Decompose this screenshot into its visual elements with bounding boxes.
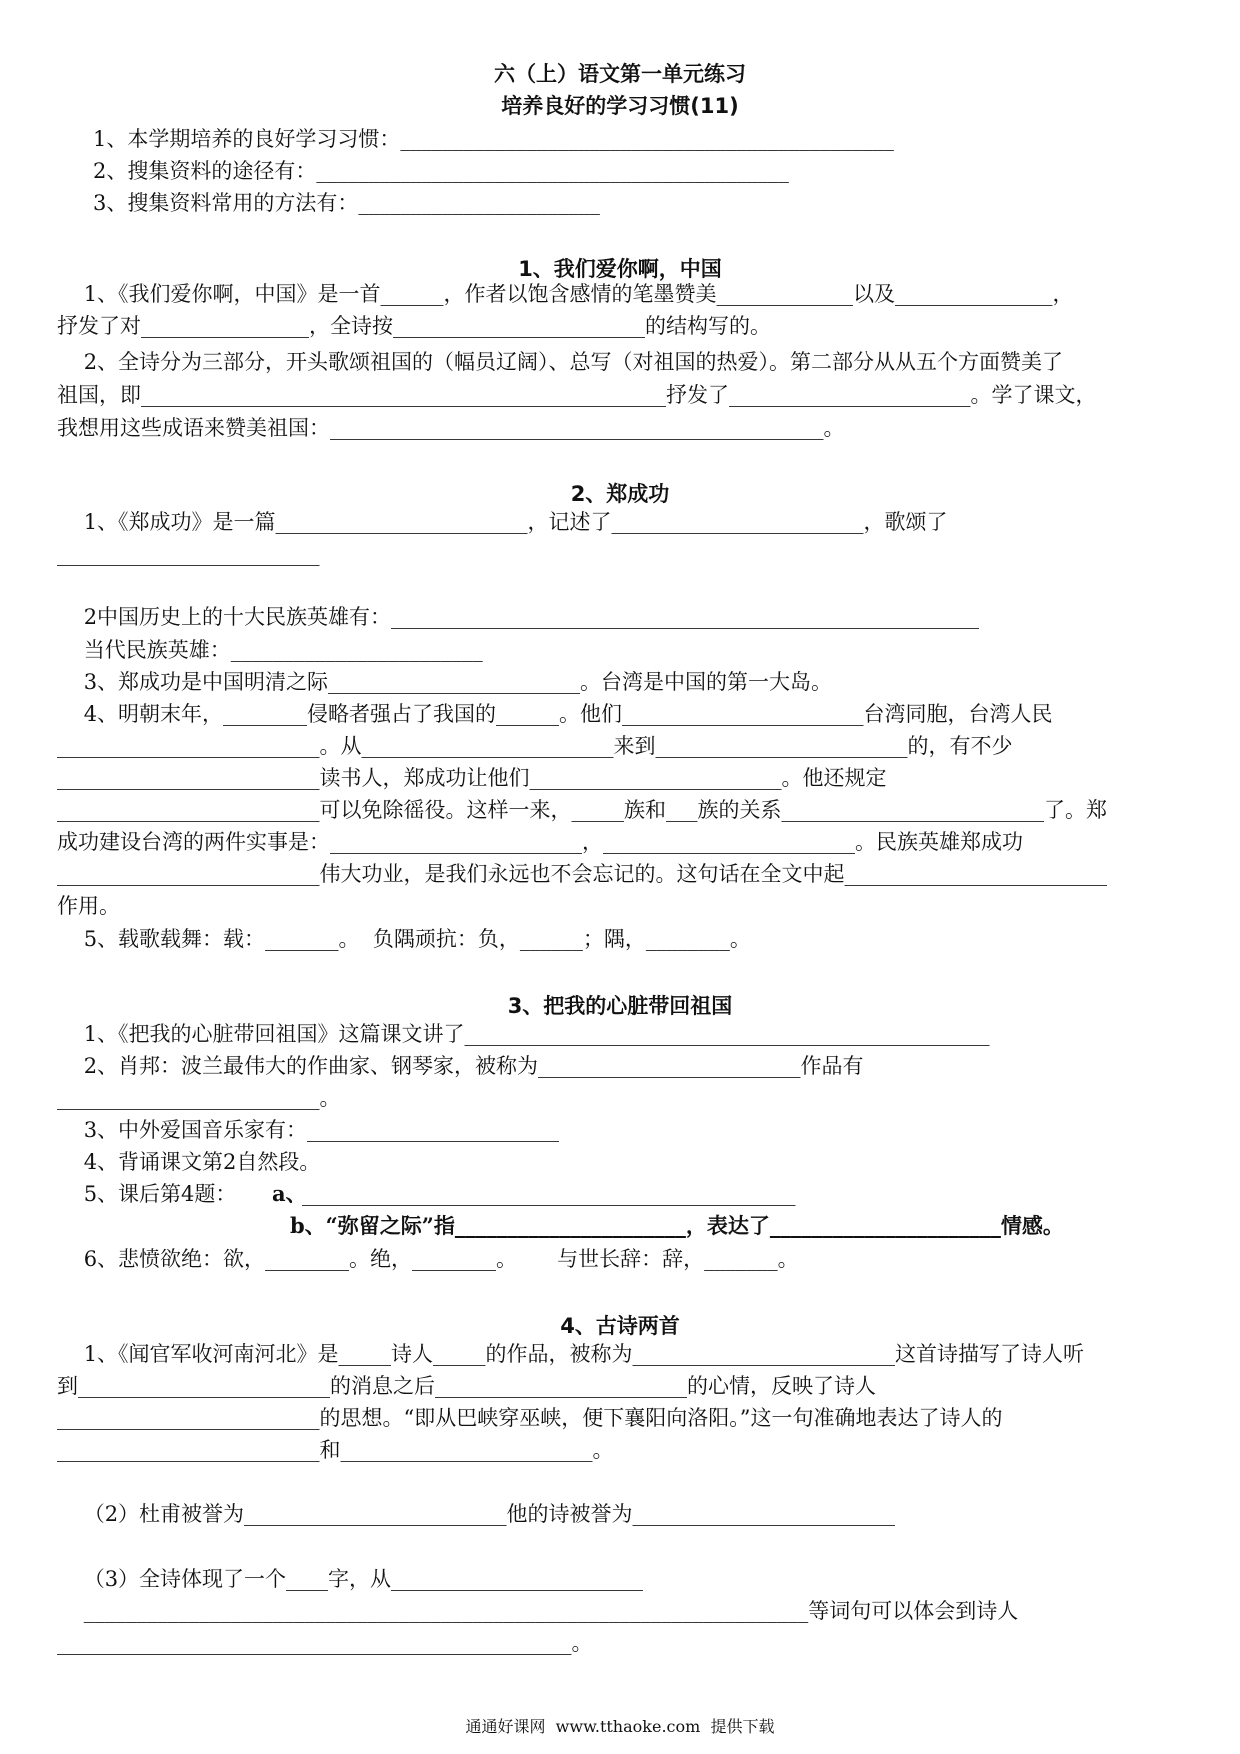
section-3-q5b: b、“弥留之际”指______________________，表达了______________________情感。 (290, 1213, 1064, 1238)
section-1-line: 祖国，即__________________________________________________抒发了_______________________。学了课文， (57, 383, 1097, 407)
section-4-line: 1、《闻官军收河南河北》是_____诗人_____的作品，被称为_________________________这首诗描写了诗人听 (57, 1342, 1085, 1366)
intro-line-1: 1、本学期培养的良好学习习惯：_______________________________________________ (93, 127, 894, 151)
section-4-line: 到________________________的消息之后________________________的心情，反映了诗人 (57, 1374, 876, 1398)
section-2-line: 作用。 (57, 894, 120, 918)
intro-line-2: 2、搜集资料的途径有：_____________________________________________ (93, 159, 789, 183)
section-2-line: _________________________可以免除徭役。这样一来，_____族和___族的关系_________________________了。郑 (57, 798, 1107, 822)
section-2-line: 1、《郑成功》是一篇________________________，记述了________________________，歌颂了 (57, 510, 948, 534)
section-2-line: _________________________ (57, 542, 320, 566)
section-2-line: 5、载歌载舞：载：_______。 负隅顽抗：负，______；隅，________。 (57, 927, 751, 951)
section-2-line: 2中国历史上的十大民族英雄有：________________________________________________________ (57, 605, 980, 629)
page-title: 六（上）语文第一单元练习 (494, 62, 746, 86)
section-3-line: 3、中外爱国音乐家有：________________________ (57, 1118, 560, 1142)
intro-line-3: 3、搜集资料常用的方法有：_______________________ (93, 191, 600, 215)
section-2-heading: 2、郑成功 (570, 482, 670, 506)
section-2-line: _________________________。从________________________来到________________________的，有不少 (57, 734, 1013, 758)
section-4-line: （2）杜甫被誉为_________________________他的诗被誉为_________________________ (57, 1502, 896, 1526)
section-3-line: _________________________。 (57, 1086, 341, 1110)
section-3-line: 5、课后第4题： (57, 1182, 237, 1206)
section-2-line: _________________________伟大功业，是我们永远也不会忘记的。这句话在全文中起_________________________ (57, 862, 1107, 886)
section-4-line: _________________________________________________。 (57, 1631, 593, 1655)
section-3-line: 4、背诵课文第2自然段。 (57, 1150, 321, 1174)
section-2-line: 当代民族英雄：________________________ (57, 638, 483, 662)
section-2-line: _________________________读书人，郑成功让他们________________________。他还规定 (57, 766, 887, 790)
section-1-line: 2、全诗分为三部分，开头歌颂祖国的（幅员辽阔）、总写（对祖国的热爱）。第二部分从从五个方面赞美了 (57, 350, 1064, 374)
section-4-heading: 4、古诗两首 (560, 1314, 680, 1338)
section-2-line: 3、郑成功是中国明清之际________________________。台湾是中国的第一大岛。 (57, 670, 833, 694)
section-4-line: _____________________________________________________________________等词句可以体会到诗人 (57, 1599, 1019, 1623)
section-3-q5a-label: a、 (272, 1181, 307, 1206)
section-3-line: 6、悲愤欲绝：欲，________。绝，________。 与世长辞：辞，_______。 (57, 1247, 799, 1271)
page-subtitle: 培养良好的学习习惯(11) (501, 94, 739, 118)
section-4-line: _________________________和________________________。 (57, 1438, 614, 1462)
section-1-heading: 1、我们爱你啊，中国 (518, 257, 722, 281)
section-4-line: _________________________的思想。“即从巴峡穿巫峡，便下襄阳向洛阳。”这一句准确地表达了诗人的 (57, 1406, 1003, 1430)
section-1-line: 1、《我们爱你啊，中国》是一首______，作者以饱含感情的笔墨赞美_____________以及_______________， (57, 282, 1074, 306)
section-4-line: （3）全诗体现了一个____字，从________________________ (57, 1567, 644, 1591)
section-1-line: 抒发了对________________，全诗按________________________的结构写的。 (57, 314, 771, 338)
section-3-heading: 3、把我的心脏带回祖国 (507, 994, 733, 1018)
section-2-line: 成功建设台湾的两件实事是：________________________，________________________。民族英雄郑成功 (57, 830, 1023, 854)
section-3-q5a-blank: _______________________________________________ (302, 1182, 796, 1206)
section-3-line: 1、《把我的心脏带回祖国》这篇课文讲了__________________________________________________ (57, 1022, 990, 1046)
page-footer: 通通好课网 www.tthaoke.com 提供下载 (465, 1717, 775, 1736)
section-2-line: 4、明朝末年，________侵略者强占了我国的______。他们_______________________台湾同胞，台湾人民 (57, 702, 1053, 726)
section-3-line: 2、肖邦：波兰最伟大的作曲家、钢琴家，被称为_________________________作品有 (57, 1054, 864, 1078)
section-1-line: 我想用这些成语来赞美祖国：_______________________________________________。 (57, 416, 845, 440)
